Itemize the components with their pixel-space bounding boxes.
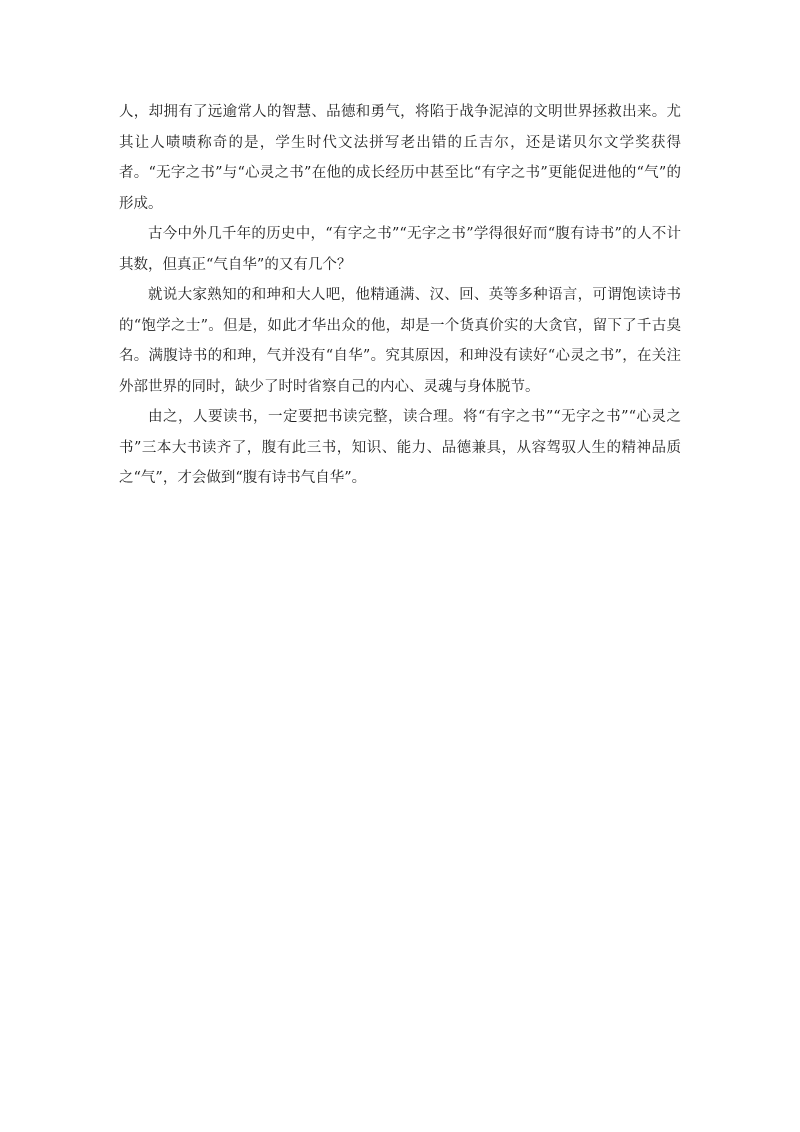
document-body: [119, 97, 681, 494]
paragraph-continuation: 人，却拥有了远逾常人的智慧、品德和勇气，将陷于战争泥淖的文明世界拯救出来。尤其让人啧啧称奇的是，学生时代文法拼写老出错的丘吉尔，还是诺贝尔文学奖获得者。“无字之书”与“心灵之书”在他的成长经历中甚至比“有字之书”更能促进他的“气”的形成。: [119, 104, 681, 212]
paragraph-history: 古今中外几千年的历史中，“有字之书”“无字之书”学得很好而“腹有诗书”的人不计其数，但真正“气自华”的又有几个？: [119, 226, 681, 273]
paragraph-conclusion: 由之，人要读书，一定要把书读完整，读合理。将“有字之书”“无字之书”“心灵之书”三本大书读齐了，腹有此三书，知识、能力、品德兼具，从容驾驭人生的精神品质之“气”，才会做到“腹有诗书气自华”。: [119, 409, 681, 486]
paragraph-heshen: 就说大家熟知的和珅和大人吧，他精通满、汉、回、英等多种语言，可谓饱读诗书的“饱学之士”。但是，如此才华出众的他，却是一个货真价实的大贪官，留下了千古臭名。满腹诗书的和珅，气并没有“自华”。究其原因，和珅没有读好“心灵之书”，在关注外部世界的同时，缺少了时时省察自己的内心、灵魂与身体脱节。: [119, 287, 681, 395]
